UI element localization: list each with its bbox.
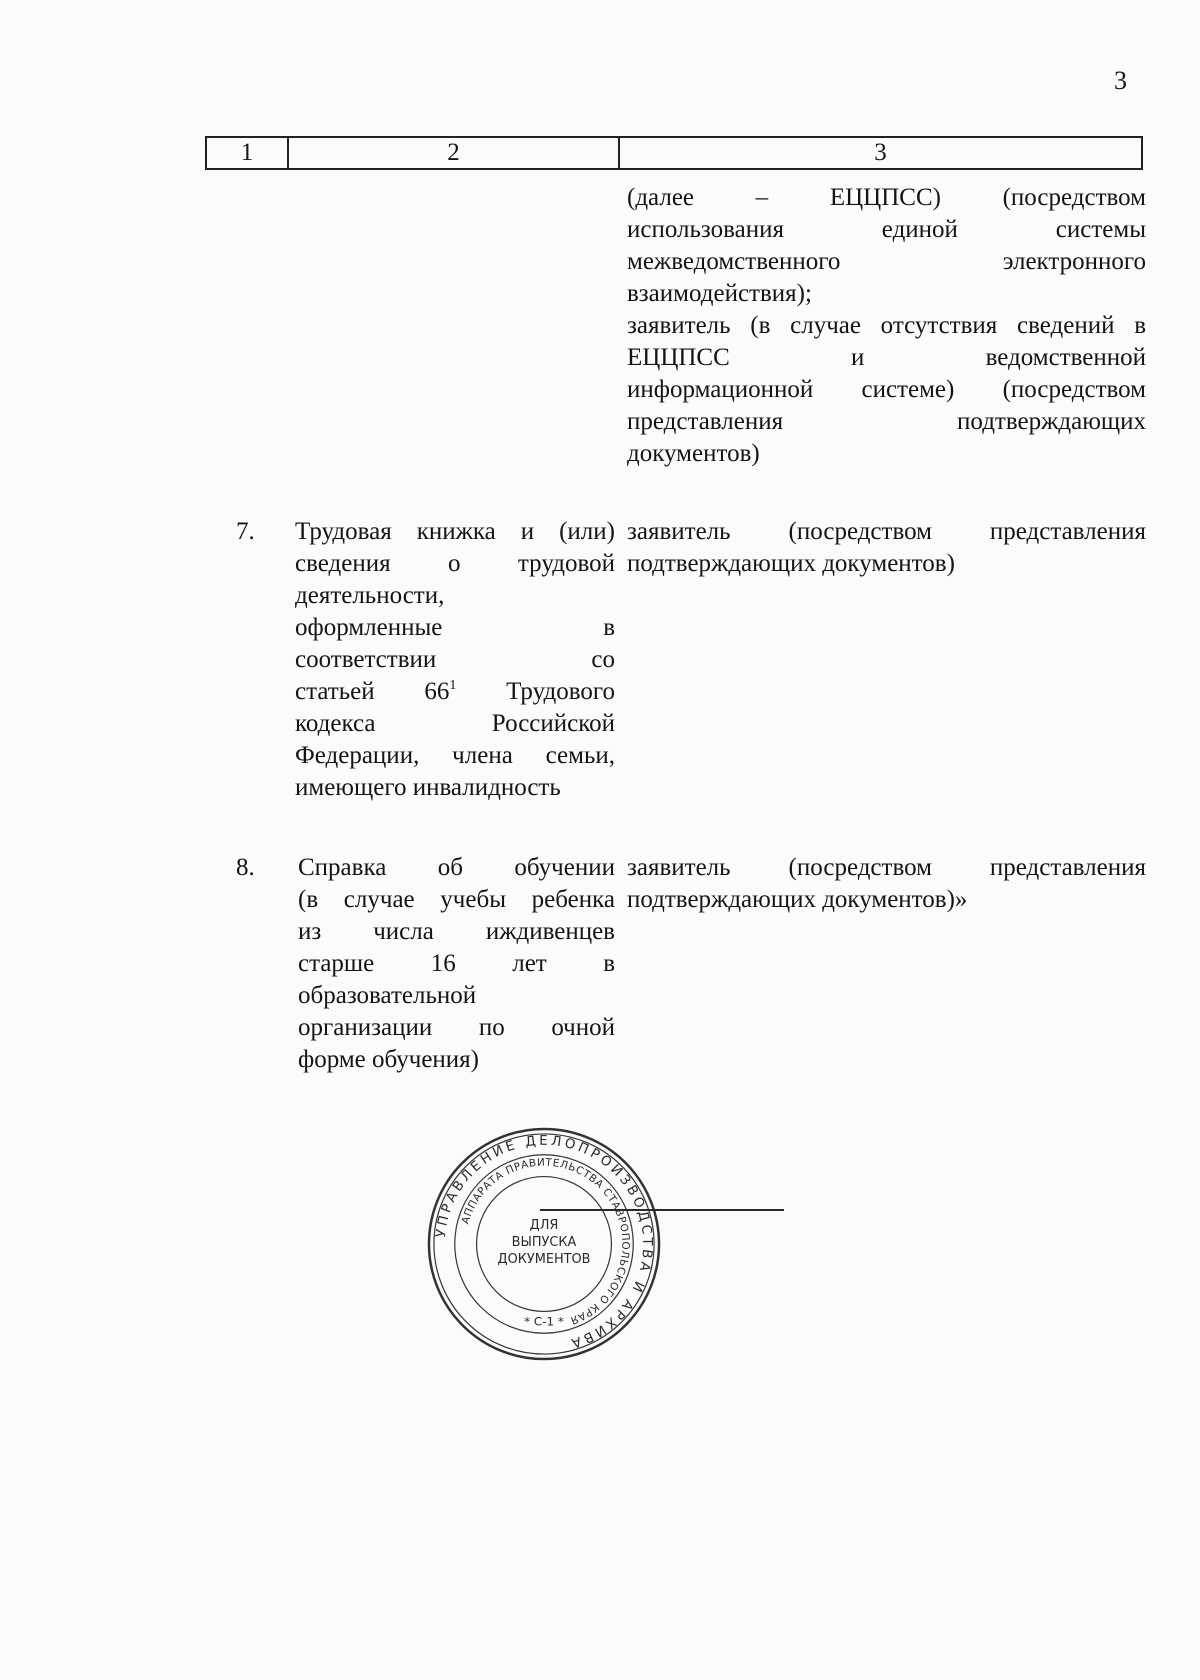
column-header-3: 3 — [874, 139, 887, 166]
text-line: взаимодействия); — [627, 280, 812, 307]
page-number: 3 — [1114, 66, 1127, 95]
row-8-source — [627, 852, 1146, 916]
text-line: заявитель (посредством представления — [627, 854, 1146, 881]
text-line-with-article — [295, 676, 615, 708]
text-line: подтверждающих документов)» — [627, 886, 968, 913]
text-line: заявитель (в случае отсутствия сведений в — [627, 312, 1146, 339]
seal-center-line: ДОКУМЕНТОВ — [497, 1251, 591, 1267]
signature-line — [540, 1209, 784, 1211]
text-line: кодекса Российской — [295, 710, 615, 737]
text-line: (в случае учебы ребенка — [298, 886, 615, 913]
text-line: организации по очной — [298, 1014, 615, 1041]
row-8-document-name — [298, 852, 615, 1076]
text-line: (далее – ЕЦЦПСС) (посредством — [627, 184, 1146, 211]
text-line: использования единой системы — [627, 216, 1146, 243]
row-number-8: 8. — [236, 854, 255, 881]
seal-code: * С-1 * — [524, 1314, 564, 1329]
text-line: заявитель (посредством представления — [627, 518, 1146, 545]
seal-center-line: ВЫПУСКА — [511, 1234, 577, 1250]
text-line: форме обучения) — [298, 1046, 480, 1073]
text-line: деятельности, — [295, 582, 445, 609]
row-7-document-name — [295, 516, 615, 804]
text-line: представления подтверждающих — [627, 408, 1146, 435]
row-7-source — [627, 516, 1146, 580]
column-header-1: 1 — [207, 138, 289, 168]
text-line: информационной системе) (посредством — [627, 376, 1146, 403]
code-word: Трудового — [506, 678, 615, 705]
seal-center-line: ДЛЯ — [529, 1218, 559, 1234]
text-line: Справка об обучении — [298, 854, 615, 881]
table-header-row — [205, 136, 1143, 170]
article-superscript: 1 — [449, 678, 457, 693]
text-line: оформленные в — [295, 614, 615, 641]
article-word: статьей — [295, 678, 375, 705]
text-line: имеющего инвалидность — [295, 774, 561, 801]
text-line: образовательной — [298, 982, 477, 1009]
seal-inner-text: АППАРАТА ПРАВИТЕЛЬСТВА СТАВРОПОЛЬСКОГО КРАЯ — [459, 1156, 632, 1327]
column-header-2: 2 — [289, 138, 620, 168]
text-line: старше 16 лет в — [298, 950, 615, 977]
text-line: из числа иждивенцев — [298, 918, 615, 945]
text-line: соответствии со — [295, 646, 615, 673]
text-line: сведения о трудовой — [295, 550, 615, 577]
text-line: Федерации, члена семьи, — [295, 742, 615, 769]
text-line: ЕЦЦПСС и ведомственной — [627, 344, 1146, 371]
article-number — [424, 676, 456, 708]
text-line: документов) — [627, 440, 760, 467]
seal-outer-text: УПРАВЛЕНИЕ ДЕЛОПРОИЗВОДСТВА И АРХИВА — [433, 1133, 655, 1351]
article-number-value: 66 — [424, 678, 450, 705]
text-line: подтверждающих документов) — [627, 550, 955, 577]
text-line: Трудовая книжка и (или) — [295, 518, 615, 545]
official-seal-stamp — [425, 1125, 663, 1363]
row-number-7: 7. — [236, 518, 255, 545]
continuation-source-text — [627, 182, 1146, 470]
text-line: межведомственного электронного — [627, 248, 1146, 275]
